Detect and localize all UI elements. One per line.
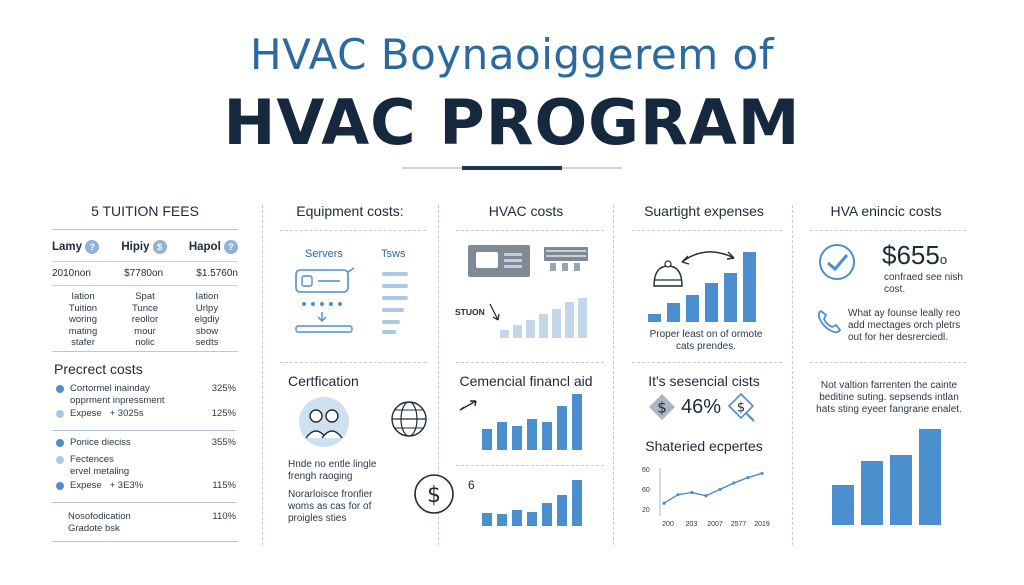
list-item-label: Expese + 3025s (70, 408, 144, 419)
section-rule (810, 230, 966, 231)
page-title: HVAC PROGRAM (223, 86, 801, 159)
hvac-unit-icon (466, 243, 600, 283)
shared-expenses-heading: Shateried ecpertes (645, 438, 763, 454)
chart-bar (919, 429, 941, 525)
x-tick-label: 2577 (730, 521, 747, 528)
chart-bar (743, 252, 756, 322)
list-item-value: 110% (212, 511, 236, 522)
list-item (56, 408, 236, 424)
amount-value (882, 240, 947, 271)
section-rule (52, 351, 238, 352)
info-icon: ? (224, 240, 238, 254)
table-cell: Iation (71, 291, 95, 302)
bullet-icon (56, 456, 64, 464)
table-cell: Spat (135, 291, 155, 302)
list-item-value: 325% (211, 383, 236, 394)
six-label: 6 (468, 478, 475, 492)
table-column (53, 291, 113, 349)
section-rule (52, 229, 238, 230)
chart-bar (572, 480, 582, 526)
bullet-icon (56, 410, 64, 418)
chart-bar (500, 330, 509, 338)
tuition-table (52, 240, 238, 349)
tsws-label: Tsws (381, 248, 406, 260)
expenses-caption: Proper least on of ormote cats prendes. (649, 329, 763, 352)
dollar-shield-icon (728, 393, 756, 423)
certification-note: Norarloisce fronfier woms as cas for of proigles sties (288, 489, 373, 524)
certification-text: Hnde no entle lingle frengh raoging (288, 459, 377, 482)
data-point (676, 493, 679, 496)
phone-icon (815, 308, 843, 336)
table-cell: stafer (71, 337, 95, 348)
chart-bar (578, 298, 587, 338)
chart-bar (552, 309, 561, 338)
section-rule (632, 362, 782, 363)
table-cell: woring (69, 314, 97, 325)
data-point (746, 476, 749, 479)
section-rule (280, 362, 426, 363)
bullet-icon (56, 439, 64, 447)
chart-bar (542, 422, 552, 450)
section-rule (52, 541, 238, 542)
people-icon (298, 396, 354, 450)
data-point (704, 494, 707, 497)
chart-bar (497, 422, 507, 450)
y-tick-label: 60 (642, 467, 650, 474)
table-row (52, 268, 238, 279)
table-cell: reollor (131, 314, 159, 325)
section-rule (632, 230, 782, 231)
tuition-heading: 5 TUITION FEES (91, 203, 199, 219)
amount-caption: confraed see nish cost. (884, 272, 963, 295)
bullet-icon (56, 482, 64, 490)
list-item-value: 115% (212, 480, 236, 491)
cost-list (56, 383, 236, 535)
table-cell: sbow (195, 325, 219, 337)
dollar-icon: $ (153, 240, 167, 254)
x-tick-label: 203 (685, 521, 698, 528)
section-rule (280, 230, 426, 231)
dollar-badge-icon (648, 393, 676, 421)
energy-bar-chart (832, 425, 932, 525)
section-rule (456, 230, 604, 231)
energy-costs-heading: HVA enincic costs (830, 203, 942, 219)
check-circle-icon (817, 242, 857, 282)
chart-bar (482, 513, 492, 526)
table-rule (52, 261, 238, 262)
list-item (56, 454, 236, 478)
chart-bar (526, 320, 535, 338)
chart-bar (667, 303, 680, 322)
section-rule (456, 465, 604, 466)
data-point (718, 488, 721, 491)
table-header-cell: Lamy ? (52, 240, 99, 254)
table-cell: Tuition (68, 302, 98, 314)
dollar-coin-icon (412, 472, 458, 518)
table-header-cell: Hipiy $ (121, 240, 166, 254)
servers-label: Servers (305, 248, 343, 260)
data-point (662, 502, 665, 505)
note-text: Not valtion farrenten the cainte beditine suting. sepsends intlan hats sting eyeer fangrane enalet. (816, 380, 962, 415)
section-rule (52, 430, 236, 431)
table-cell: $7780on (124, 268, 164, 279)
hvac-costs-heading: HVAC costs (488, 203, 564, 219)
chart-bar (724, 273, 737, 322)
title-divider-accent (462, 166, 562, 170)
svg-text:$: $ (657, 398, 667, 417)
chart-bar (557, 406, 567, 450)
y-tick-label: 60 (642, 487, 650, 494)
list-item-value: 125% (211, 408, 236, 419)
chart-bar (539, 314, 548, 338)
x-tick-label: 2019 (754, 521, 770, 528)
chart-bar (572, 394, 582, 450)
table-header-cell: Hapol ? (189, 240, 238, 254)
table-cell: Iation (195, 291, 219, 302)
table-cell: sedts (195, 337, 219, 348)
list-item-label: Ponice dieciss (70, 437, 131, 448)
table-body (52, 291, 238, 349)
table-rule (52, 285, 238, 286)
list-item-label: Fectences ervel metaling (70, 454, 130, 477)
page-subtitle: HVAC Boynaoiggerem of (250, 30, 774, 79)
chart-bar (542, 503, 552, 526)
chart-bar (705, 283, 718, 322)
phone-text: What ay founse leally reo add mectages orch pletrs out for her desrerciedl. (848, 308, 961, 343)
column-divider (792, 205, 793, 545)
financial-aid-chart-2 (482, 478, 588, 526)
table-cell: mating (68, 325, 98, 337)
server-icon (290, 262, 420, 342)
chart-bar (512, 510, 522, 526)
chart-bar (648, 314, 661, 322)
bullet-icon (56, 385, 64, 393)
table-cell: nolic (135, 337, 155, 348)
chart-bar (890, 455, 912, 525)
x-tick-label: 200 (662, 521, 674, 528)
expenses-heading: Suartight expenses (644, 203, 764, 219)
trend-arrow-icon (458, 398, 480, 414)
tuition-table-header (52, 240, 238, 254)
table-cell: Urlpy (195, 302, 219, 314)
list-item-label: Cortormel inainday opprment inpressment (70, 383, 165, 406)
costs-heading: Precrect costs (54, 361, 143, 377)
hvac-bar-chart (500, 296, 594, 338)
amount-suffix: o (939, 252, 948, 267)
section-rule (456, 362, 604, 363)
list-item (56, 511, 236, 535)
section-rule (810, 362, 966, 363)
list-item (56, 383, 236, 407)
chart-bar (513, 325, 522, 338)
column-divider (262, 205, 263, 545)
table-cell: mour (134, 325, 156, 337)
data-point (732, 481, 735, 484)
chart-bar (565, 302, 574, 338)
certification-heading: Certfication (288, 373, 359, 389)
percent-value: 46% (681, 396, 722, 418)
list-item (56, 480, 236, 494)
chart-bar (557, 495, 567, 526)
data-point (760, 472, 763, 475)
y-tick-label: 20 (642, 507, 650, 514)
section-rule (52, 502, 236, 503)
stuon-label: STUON (455, 307, 485, 317)
info-icon: ? (85, 240, 99, 254)
essential-costs-heading: It's sesencial cists (648, 373, 760, 389)
list-item-label: Expese + 3E3% (70, 480, 144, 491)
chart-bar (497, 514, 507, 526)
list-item-value: 355% (211, 437, 236, 448)
chart-bar (686, 295, 699, 322)
financial-aid-heading: Cemencial financl aid (459, 373, 593, 389)
chart-bar (512, 426, 522, 450)
data-point (690, 491, 693, 494)
table-cell: elgdiy (194, 314, 220, 325)
svg-text:$: $ (736, 400, 746, 416)
chart-bar (482, 429, 492, 450)
table-cell: Tunce (131, 302, 159, 314)
expenses-bar-chart (648, 252, 760, 322)
chart-bar (861, 461, 883, 525)
chart-bar (527, 512, 537, 526)
amount-main: $655 (882, 240, 940, 270)
financial-aid-chart (482, 394, 588, 450)
table-column (115, 291, 175, 349)
table-column (177, 291, 237, 349)
list-item (56, 437, 236, 451)
equipment-heading: Equipment costs: (296, 203, 404, 219)
table-cell: $1.5760n (196, 268, 238, 279)
table-cell: 2010non (52, 268, 91, 279)
svg-text:$: $ (427, 483, 441, 508)
x-tick-label: 2007 (707, 521, 723, 528)
shared-expenses-line-chart (640, 460, 770, 530)
list-item-label: Nosofodication Gradote bsk (68, 511, 131, 534)
column-divider (613, 205, 614, 545)
chart-bar (832, 485, 854, 525)
chart-bar (527, 419, 537, 450)
globe-icon (388, 398, 430, 440)
